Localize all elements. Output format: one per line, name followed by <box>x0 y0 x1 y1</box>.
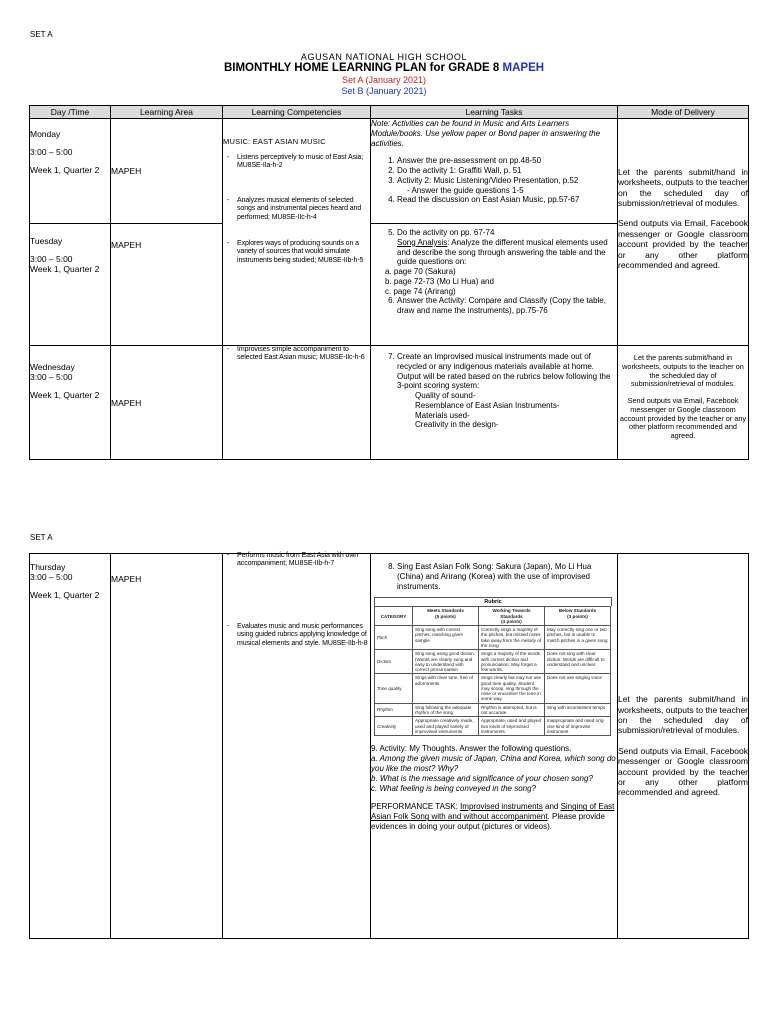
criterion-line: Resemblance of East Asian Instruments- <box>415 400 560 410</box>
delivery-text: Send outputs via Email, Facebook messenger or Google classroom account provided by the teacher or any other platform recommended and agreed. <box>618 218 748 270</box>
area-cell: MAPEH <box>111 554 223 939</box>
rubric-header-points: (3 points) <box>567 613 588 619</box>
delivery-text: Send outputs via Email, Facebook messenger or Google classroom account provided by the teacher or any other platform recommended and agreed. <box>618 745 748 798</box>
rubric-header-working <box>479 607 545 626</box>
performance-label: PERFORMANCE TASK: <box>371 802 461 812</box>
competencies-cell <box>223 346 371 460</box>
task-item <box>397 176 617 196</box>
table-row-monday <box>30 119 749 224</box>
delivery-text: Let the parents submit/hand in worksheets, outputs to the teacher on the scheduled day of submission/retrieval of modules. <box>618 694 748 736</box>
delivery-text: Send outputs via Email, Facebook messenger or Google classroom account provided by the teacher or any other platform recommended and agreed. <box>619 396 747 440</box>
task-text: Do the activity on pp. 67-74 <box>397 228 495 237</box>
task-sub-b: b. page 72-73 (Mo Li Hua) and <box>385 276 494 286</box>
rubric-row <box>375 626 611 650</box>
day-week: Week 1, Quarter 2 <box>30 590 100 601</box>
competency-item: - Analyzes musical elements of selected songs and instrumental pieces heard and performed; MU8SE-IIc-h-4 <box>237 197 370 222</box>
day-name: Tuesday <box>30 236 63 246</box>
task-item: 1. Answer the pre-assessment on pp.48-50 <box>397 156 617 166</box>
task-subtext: - Answer the guide questions 1-5 <box>407 185 524 195</box>
rubric-title: Rubric <box>374 597 612 606</box>
rubric-cell: Does not sing with clear diction. Words are difficult to understand and unclear. <box>545 650 611 674</box>
day-name: Thursday <box>30 562 66 572</box>
task-sub-a: a. page 70 (Sakura) <box>385 267 456 276</box>
col-header-area: Learning Area <box>111 106 223 119</box>
performance-item: Improvised instruments <box>460 802 543 812</box>
criterion-line: Materials used- <box>415 410 470 420</box>
delivery-text: Let the parents submit/hand in worksheets, outputs to the teacher on the scheduled day of submission/retrieval of modules. <box>618 167 748 209</box>
task-item: 7. Create an Improvised musical instruments made out of recycled or any indigenous materials available at home. Output will be rated based on the rubrics below following the 3-point scoring system: <box>397 352 617 391</box>
tasks-cell <box>371 119 618 224</box>
plan-title-subject: MAPEH <box>502 62 545 74</box>
delivery-cell <box>618 554 749 939</box>
rubric-row <box>375 650 611 674</box>
rubric-cell: Sings a majority of the words with correct diction and pronunciation. May forget a few words. <box>479 650 545 674</box>
day-week: Week 1, Quarter 2 <box>30 165 100 176</box>
criterion-line: Quality of sound- <box>415 391 476 400</box>
rubric-header-points: (4 points) <box>501 618 522 624</box>
day-week: Week 1, Quarter 2 <box>30 264 100 275</box>
day-cell <box>30 119 111 224</box>
rubric-cell: May correctly sing one or two pitches, but is unable to match pitches in a given song <box>545 626 611 650</box>
task-sub-label: Song Analysis <box>397 237 448 247</box>
col-header-tasks: Learning Tasks <box>371 106 618 119</box>
table-row-thursday <box>30 554 749 939</box>
rubric-cell: Appropriate, used and played two kinds of improvised instruments <box>479 717 545 736</box>
task-item: 9. Activity: My Thoughts. Answer the following questions. <box>371 744 572 754</box>
competency-item: - Improvises simple accompaniment to selected East Asian music; MU8SE-IIc-h-6 <box>237 346 370 363</box>
task-sub-text: : Analyze the different musical elements used and describe the song through answering the table and the guide questions on: <box>397 237 608 267</box>
rubric-table <box>374 606 611 736</box>
rubric-category: Rhythm <box>375 703 413 717</box>
performance-task <box>371 802 617 832</box>
day-week: Week 1, Quarter 2 <box>30 390 100 401</box>
question-item: a. Among the given music of Japan, China and Korea, which song do you like the most? Why? <box>371 754 616 774</box>
area-cell: MAPEH <box>111 346 223 460</box>
rubric-cell: Sing song using good diction. (Words are clearly sung and easy to understand with correct pronunciation <box>413 650 479 674</box>
competency-item: - Performs music from East Asia with own accompaniment; MU8SE-IIb-h-7 <box>237 552 370 569</box>
rubric-category: Diction <box>375 650 413 674</box>
col-header-competencies: Learning Competencies <box>223 106 371 119</box>
set-label: SET A <box>30 533 53 542</box>
competency-item: - Listens perceptively to music of East Asia; MU8SE-IIa-h-2 <box>237 154 370 171</box>
rubric-cell: Correctly sings a majority of the pitches, but missed notes take away from the melody of the song <box>479 626 545 650</box>
delivery-cell <box>618 119 749 346</box>
day-name: Monday <box>30 129 61 139</box>
rubric-cell: Sing following the adequate rhythm of the song <box>413 703 479 717</box>
day-time: 3:00 – 5:00 <box>30 372 73 383</box>
rubric-cell: Sings clearly but may not use good tone quality. Student may scoop, sing through the nose or encumber the tone in some way. <box>479 674 545 703</box>
rubric-category: Pitch <box>375 626 413 650</box>
delivery-cell <box>618 346 749 460</box>
rubric-category: Tone quality <box>375 674 413 703</box>
performance-item: Singing of East Asian Folk Song with and without accompaniment <box>371 802 615 822</box>
day-cell <box>30 224 111 346</box>
task-text: Activity 2: Music Listening/Video Presentation, p.52 <box>397 175 579 185</box>
tasks-note: Note: Activities can be found in Music and Arts Learners Module/books. Use yellow paper or Bond paper in answering the activities. <box>371 119 601 148</box>
rubric-cell: Appropriate creatively made, used and played variety of improvised instruments <box>413 717 479 736</box>
performance-and: and <box>542 802 561 812</box>
day-cell <box>30 554 111 939</box>
rubric-header-label: Below Standards <box>558 608 597 614</box>
tasks-cell <box>371 554 618 939</box>
learning-plan-table-2 <box>29 553 749 939</box>
rubric-header-category: CATEGORY <box>375 607 413 626</box>
task-item: 2. Do the activity 1: Graffiti Wall, p. 51 <box>397 166 617 176</box>
rubric-row <box>375 703 611 717</box>
task-item: 4. Read the discussion on East Asian Music, pp.57-67 <box>397 195 617 205</box>
rubric-cell: Rhythm is attempted, but is not accurate <box>479 703 545 717</box>
delivery-text: Let the parents submit/hand in worksheets, outputs to the teacher on the scheduled day of submission/retrieval of modules. <box>622 353 744 389</box>
task-item: 6. Answer the Activity: Compare and Classify (Copy the table, draw and name the instruments), pp.75-76 <box>397 296 617 316</box>
competency-item: - Evaluates music and music performances using guided rubrics applying knowledge of musical elements and style. MU8SE-IIb-h-8 <box>237 623 370 648</box>
rubric-cell: Sing song with correct pitches, matching given sample <box>413 626 479 650</box>
set-a-line: Set A (January 2021) <box>341 75 427 85</box>
plan-title-main: BIMONTHLY HOME LEARNING PLAN for GRADE 8 <box>223 62 503 74</box>
task-item: 8. Sing East Asian Folk Song: Sakura (Japan), Mo Li Hua (China) and Arirang (Korea) with the use of improvised instruments. <box>397 562 617 591</box>
task-item <box>385 228 617 296</box>
day-cell <box>30 346 111 460</box>
rubric-cell: Inappropriate and used only one kind of improvise instrument <box>545 717 611 736</box>
rubric-cell: Does not use singing voice <box>545 674 611 703</box>
learning-plan-table-1 <box>29 105 749 460</box>
tasks-cell <box>371 224 618 346</box>
set-b-line: Set B (January 2021) <box>341 86 427 96</box>
criterion-line: Creativity in the design- <box>415 420 499 430</box>
table-header-row <box>30 106 749 119</box>
rubric-cell: Sing with inconsistent tempo <box>545 703 611 717</box>
rubric-header-label: Working Towards Standards <box>492 608 531 619</box>
rubric-header-label: Meets Standards <box>427 608 464 614</box>
rubric-header-below <box>545 607 611 626</box>
school-name: AGUSAN NATIONAL HIGH SCHOOL <box>300 52 468 62</box>
competencies-cell <box>223 554 371 939</box>
tasks-cell <box>371 346 618 460</box>
rubric-cell: Sings with clear tone, free of adornments <box>413 674 479 703</box>
question-item: c. What feeling is being conveyed in the song? <box>371 784 536 794</box>
competency-item: - Explores ways of producing sounds on a variety of sources that would simulate instruments being studied; MU8SE-IIb-h-5 <box>237 240 370 265</box>
day-time: 3:00 – 5:00 <box>30 147 73 158</box>
table-row-wednesday <box>30 346 749 460</box>
day-name: Wednesday <box>30 362 75 372</box>
set-label: SET A <box>30 30 53 39</box>
rubric-row <box>375 674 611 703</box>
day-time: 3:00 – 5:00 <box>30 254 73 265</box>
performance-rest: . Please provide evidences in doing your output (pictures or videos). <box>371 812 605 832</box>
rubric-category: Creativity <box>375 717 413 736</box>
competencies-cell <box>223 119 371 346</box>
rubric-row <box>375 717 611 736</box>
rubric-header-points: (5 points) <box>435 613 456 619</box>
area-cell: MAPEH <box>111 224 223 346</box>
plan-title <box>0 62 768 74</box>
day-time: 3:00 – 5:00 <box>30 572 73 583</box>
col-header-day: Day /Time <box>30 106 111 119</box>
area-cell: MAPEH <box>111 119 223 224</box>
rubric-header-meets <box>413 607 479 626</box>
rubric-header-row <box>375 607 611 626</box>
task-sub-c: c. page 74 (Arirang) <box>385 286 456 296</box>
col-header-delivery: Mode of Delivery <box>618 106 749 119</box>
competency-heading: MUSIC: EAST ASIAN MUSIC <box>223 137 326 146</box>
question-item: b. What is the message and significance of your chosen song? <box>371 774 593 784</box>
